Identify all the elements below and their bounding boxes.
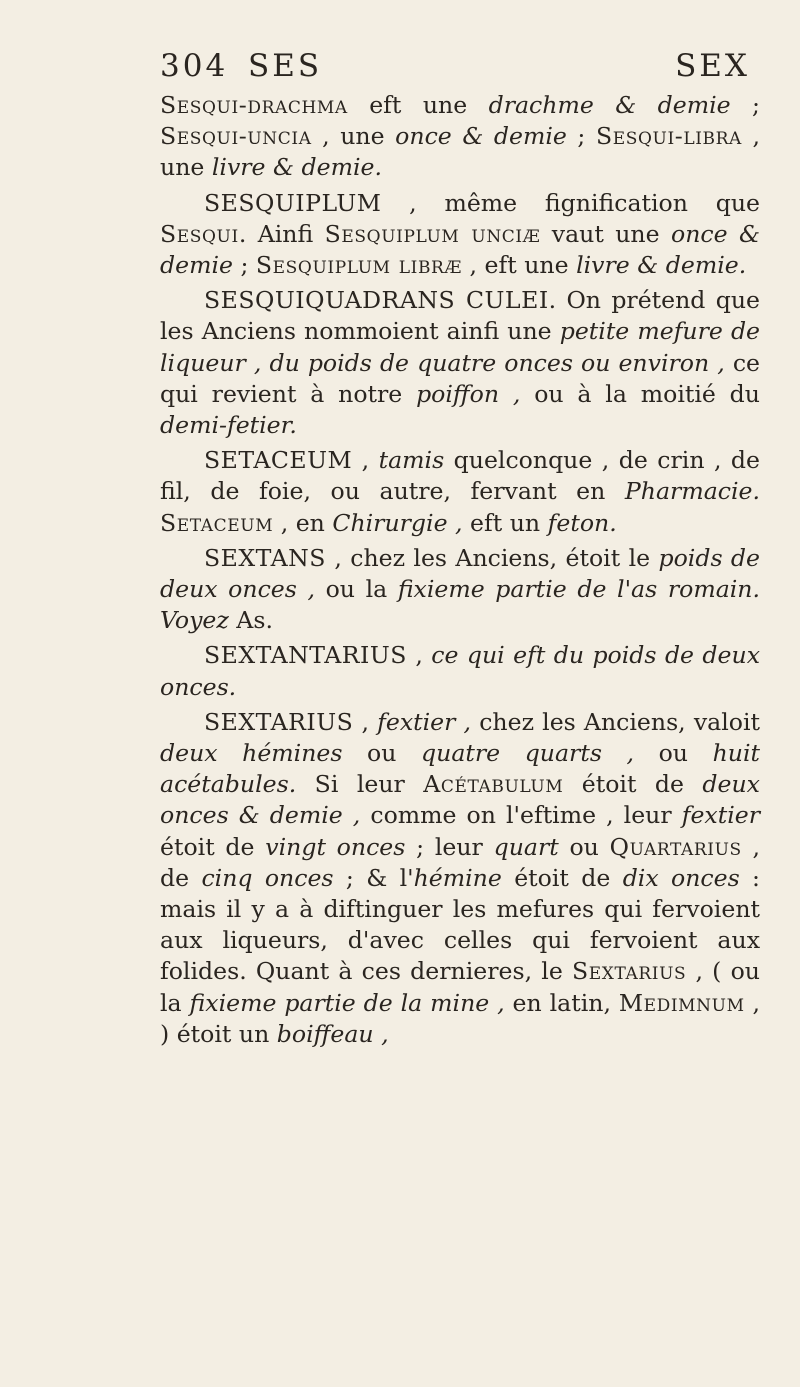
entry-term: dix onces	[622, 863, 740, 892]
entry-text: ou la	[314, 575, 398, 604]
entry-term: feton.	[547, 508, 617, 537]
entry-term: vingt onces	[265, 832, 406, 861]
entry-text: , ) étoit un	[160, 988, 760, 1048]
entry-term: quart	[493, 832, 559, 861]
entry-text: ce qui revient à notre	[160, 348, 760, 408]
entry-term: Sesqui-libra	[595, 122, 742, 151]
entry-text: ; leur	[405, 832, 494, 861]
entry-text: eft une	[347, 91, 489, 119]
entry-text: : mais il y a à diftinguer les mefures qui fervoient aux liqueurs, d'avec celles qui fervoient aux folides. Quant à ces dernieres, le	[160, 863, 760, 986]
entry-term: Sesquiplum unciæ	[324, 219, 541, 248]
entry-sextantarius	[160, 640, 760, 702]
entry-term: Acétabulum	[423, 770, 564, 799]
entry-sextarius	[160, 707, 760, 1050]
entry-term: fextier ,	[377, 707, 472, 736]
entry-term: quatre quarts ,	[421, 739, 634, 768]
entry-text: ,	[352, 446, 379, 475]
entry-term: once & demie	[395, 122, 567, 151]
entry-term: cinq onces	[201, 863, 334, 892]
entry-text: ou	[342, 739, 422, 768]
entry-setaceum	[160, 445, 760, 539]
entry-text: . Ainfi	[238, 219, 325, 248]
entry-term: Pharmacie.	[624, 477, 760, 506]
entry-text: . On prétend que les Anciens nommoient ainfi une	[160, 286, 760, 346]
entry-text: ou	[634, 739, 713, 768]
entry-text: ,	[406, 641, 432, 670]
entry-term: demi-fetier.	[160, 411, 297, 440]
entry-text: ,	[353, 707, 378, 736]
entry-term: poids de deux onces ,	[160, 543, 760, 604]
entry-term: once & demie	[160, 219, 760, 280]
entry-text: ou à la moitié du	[520, 379, 760, 408]
entry-term: fextier	[681, 801, 760, 830]
entries-column	[160, 90, 760, 1050]
entry-text: en latin,	[504, 988, 619, 1017]
entry-text: ou	[558, 832, 610, 861]
entry-term: boiffeau ,	[276, 1019, 389, 1048]
entry-text: ; & l'	[333, 863, 414, 892]
entry-text: vaut une	[540, 219, 671, 248]
entry-term: Setaceum	[160, 508, 274, 537]
entry-text: quelconque , de crin , de fil, de foie, ou autre, fervant en	[160, 446, 761, 506]
entry-term: SESQUIPLUM	[204, 188, 382, 217]
entry-term: Sesqui-uncia	[160, 122, 312, 151]
running-head-right: SEX	[675, 48, 750, 84]
entry-term: livre & demie.	[211, 153, 382, 182]
entry-sesquiplum	[160, 188, 760, 282]
entry-text: chez les Anciens, valoit	[471, 707, 760, 736]
entry-text: , eft une	[462, 251, 577, 280]
entry-text: étoit de	[160, 832, 266, 861]
entry-sesquiquadrans	[160, 285, 760, 441]
entry-term: tamis	[378, 446, 445, 475]
entry-term: deux onces & demie ,	[160, 770, 760, 830]
entry-term: SEXTARIUS	[204, 707, 354, 736]
entry-term: SESQUIQUADRANS CULEI	[204, 286, 549, 315]
entry-term: hémine	[413, 863, 502, 892]
entry-text: , ( ou la	[160, 957, 760, 1017]
entry-text: , chez les Anciens, étoit le	[325, 543, 659, 572]
entry-term: fixieme partie de la mine ,	[189, 988, 505, 1017]
entry-term: Sesquiplum libræ	[255, 251, 463, 280]
entry-text: Si leur	[296, 770, 424, 799]
entry-term: fixieme partie de l'as romain. Voyez	[160, 575, 760, 635]
entry-term: livre & demie.	[576, 251, 747, 280]
page-number: 304	[160, 48, 229, 84]
entry-term: Chirurgie ,	[332, 508, 463, 537]
entry-term: ce qui eft du poids de deux onces.	[160, 641, 760, 701]
entry-text: , en	[273, 508, 333, 537]
entry-term: Quartarius	[609, 832, 742, 861]
page-header	[160, 42, 760, 90]
entry-text: ;	[566, 122, 596, 151]
entry-term: deux hémines	[160, 739, 343, 768]
entry-term: Sextarius	[572, 957, 687, 986]
entry-text: , de	[160, 832, 761, 892]
entry-term: drachme & demie	[488, 91, 731, 119]
entry-term: SEXTANS	[204, 543, 326, 572]
entry-term: Sesqui	[160, 219, 239, 248]
entry-text: , même fignification que	[381, 188, 760, 217]
entry-term: Medimnum	[618, 988, 745, 1017]
entry-text: étoit de	[563, 770, 703, 799]
entry-text: eft un	[462, 508, 548, 537]
entry-term: poiffon ,	[416, 379, 521, 408]
entry-text: ;	[730, 91, 760, 119]
entry-text: , une	[311, 122, 396, 151]
entry-term: SETACEUM	[204, 446, 353, 475]
entry-text: As.	[228, 606, 273, 635]
entry-text: comme on l'eftime , leur	[360, 801, 682, 830]
entry-term: huit acétabules.	[160, 739, 760, 799]
entry-term: Sesqui-drachma	[160, 91, 348, 119]
running-head-left: SES	[248, 48, 323, 84]
entry-text: ;	[232, 251, 256, 280]
entry-sesqui	[160, 90, 760, 184]
entry-text: , une	[160, 122, 760, 182]
entry-term: SEXTANTARIUS	[204, 641, 407, 670]
entry-text: étoit de	[501, 863, 623, 892]
entry-sextans	[160, 543, 760, 637]
entry-term: petite mefure de liqueur , du poids de quatre onces ou environ ,	[160, 317, 761, 377]
